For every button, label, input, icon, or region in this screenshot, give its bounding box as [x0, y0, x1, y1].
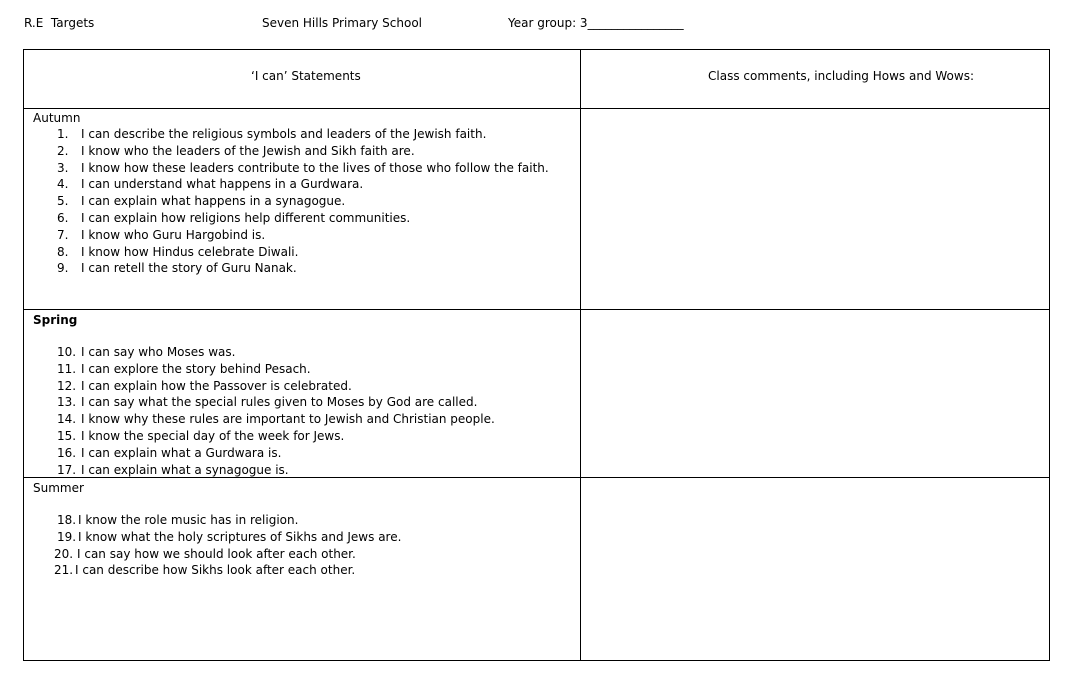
- list-item: [24, 546, 580, 563]
- item-text: I can say what the special rules given to Moses by God are called.: [81, 395, 478, 410]
- item-text: I know who Guru Hargobind is.: [81, 227, 266, 242]
- item-text: I can understand what happens in a Gurdwara.: [81, 177, 364, 192]
- autumn-title: Autumn: [33, 111, 81, 125]
- item-text: I know who the leaders of the Jewish and Sikh faith are.: [81, 143, 415, 158]
- item-number: 3.: [57, 160, 69, 175]
- list-item: [24, 160, 580, 177]
- column-divider: [580, 50, 581, 660]
- document-title: R.E Targets: [24, 16, 95, 30]
- item-text: I know the special day of the week for Jews.: [81, 428, 345, 443]
- year-group: Year group: 3________________: [508, 16, 684, 30]
- list-item: [24, 193, 580, 210]
- item-number: 16.: [57, 445, 77, 460]
- autumn-row-divider: [24, 309, 1049, 310]
- item-number: 18.: [57, 513, 77, 527]
- item-number: 14.: [57, 412, 77, 427]
- item-text: I know why these rules are important to Jewish and Christian people.: [81, 412, 495, 427]
- item-number: 7.: [57, 227, 69, 242]
- list-item: [24, 126, 580, 143]
- list-item: [24, 562, 580, 579]
- list-item: [24, 244, 580, 261]
- item-text: I know the role music has in religion.: [78, 513, 299, 527]
- item-text: I can explain what a synagogue is.: [81, 462, 289, 477]
- item-number: 12.: [57, 378, 77, 393]
- spring-title: Spring: [33, 313, 78, 327]
- item-text: I know what the holy scriptures of Sikhs and Jews are.: [78, 529, 402, 544]
- list-item: [24, 227, 580, 244]
- item-text: I can explain what happens in a synagogue.: [81, 194, 346, 209]
- item-text: I can explore the story behind Pesach.: [81, 361, 311, 376]
- list-item: [24, 344, 580, 361]
- item-number: 9.: [57, 261, 69, 276]
- item-text: I know how these leaders contribute to the lives of those who follow the faith.: [81, 160, 549, 175]
- item-number: 17.: [57, 462, 77, 477]
- item-text: I can say how we should look after each other.: [77, 546, 356, 561]
- item-number: 20.: [54, 546, 74, 561]
- item-number: 10.: [57, 345, 77, 359]
- list-item: [24, 462, 580, 479]
- item-text: I can retell the story of Guru Nanak.: [81, 261, 297, 276]
- class-comments-heading: Class comments, including Hows and Wows:: [708, 69, 974, 83]
- list-item: [24, 411, 580, 428]
- item-text: I know how Hindus celebrate Diwali.: [81, 244, 299, 259]
- item-number: 2.: [57, 143, 69, 158]
- list-item: [24, 428, 580, 445]
- item-number: 15.: [57, 428, 77, 443]
- item-text: I can describe the religious symbols and leaders of the Jewish faith.: [81, 127, 487, 141]
- item-text: I can explain how the Passover is celebrated.: [81, 378, 352, 393]
- item-number: 8.: [57, 244, 69, 259]
- list-item: [24, 378, 580, 395]
- item-text: I can describe how Sikhs look after each other.: [75, 563, 356, 578]
- list-item: [24, 394, 580, 411]
- item-number: 4.: [57, 177, 69, 192]
- autumn-list: [24, 126, 580, 277]
- item-number: 19.: [57, 529, 77, 544]
- item-number: 21.: [54, 563, 74, 578]
- item-text: I can explain what a Gurdwara is.: [81, 445, 282, 460]
- item-number: 6.: [57, 210, 69, 225]
- list-item: [24, 210, 580, 227]
- summer-title: Summer: [33, 481, 84, 495]
- list-item: [24, 260, 580, 277]
- school-name: Seven Hills Primary School: [262, 16, 423, 30]
- list-item: [24, 529, 580, 546]
- targets-table: [23, 49, 1050, 661]
- item-text: I can explain how religions help different communities.: [81, 210, 411, 225]
- list-item: [24, 512, 580, 529]
- item-text: I can say who Moses was.: [81, 345, 236, 359]
- summer-list: [24, 512, 580, 579]
- header-row-divider: [24, 108, 1049, 109]
- i-can-statements-heading: ‘I can’ Statements: [251, 69, 361, 83]
- list-item: [24, 143, 580, 160]
- item-number: 1.: [57, 127, 69, 141]
- list-item: [24, 176, 580, 193]
- list-item: [24, 361, 580, 378]
- spring-list: [24, 344, 580, 478]
- item-number: 13.: [57, 395, 77, 410]
- item-number: 5.: [57, 194, 69, 209]
- list-item: [24, 445, 580, 462]
- item-number: 11.: [57, 361, 77, 376]
